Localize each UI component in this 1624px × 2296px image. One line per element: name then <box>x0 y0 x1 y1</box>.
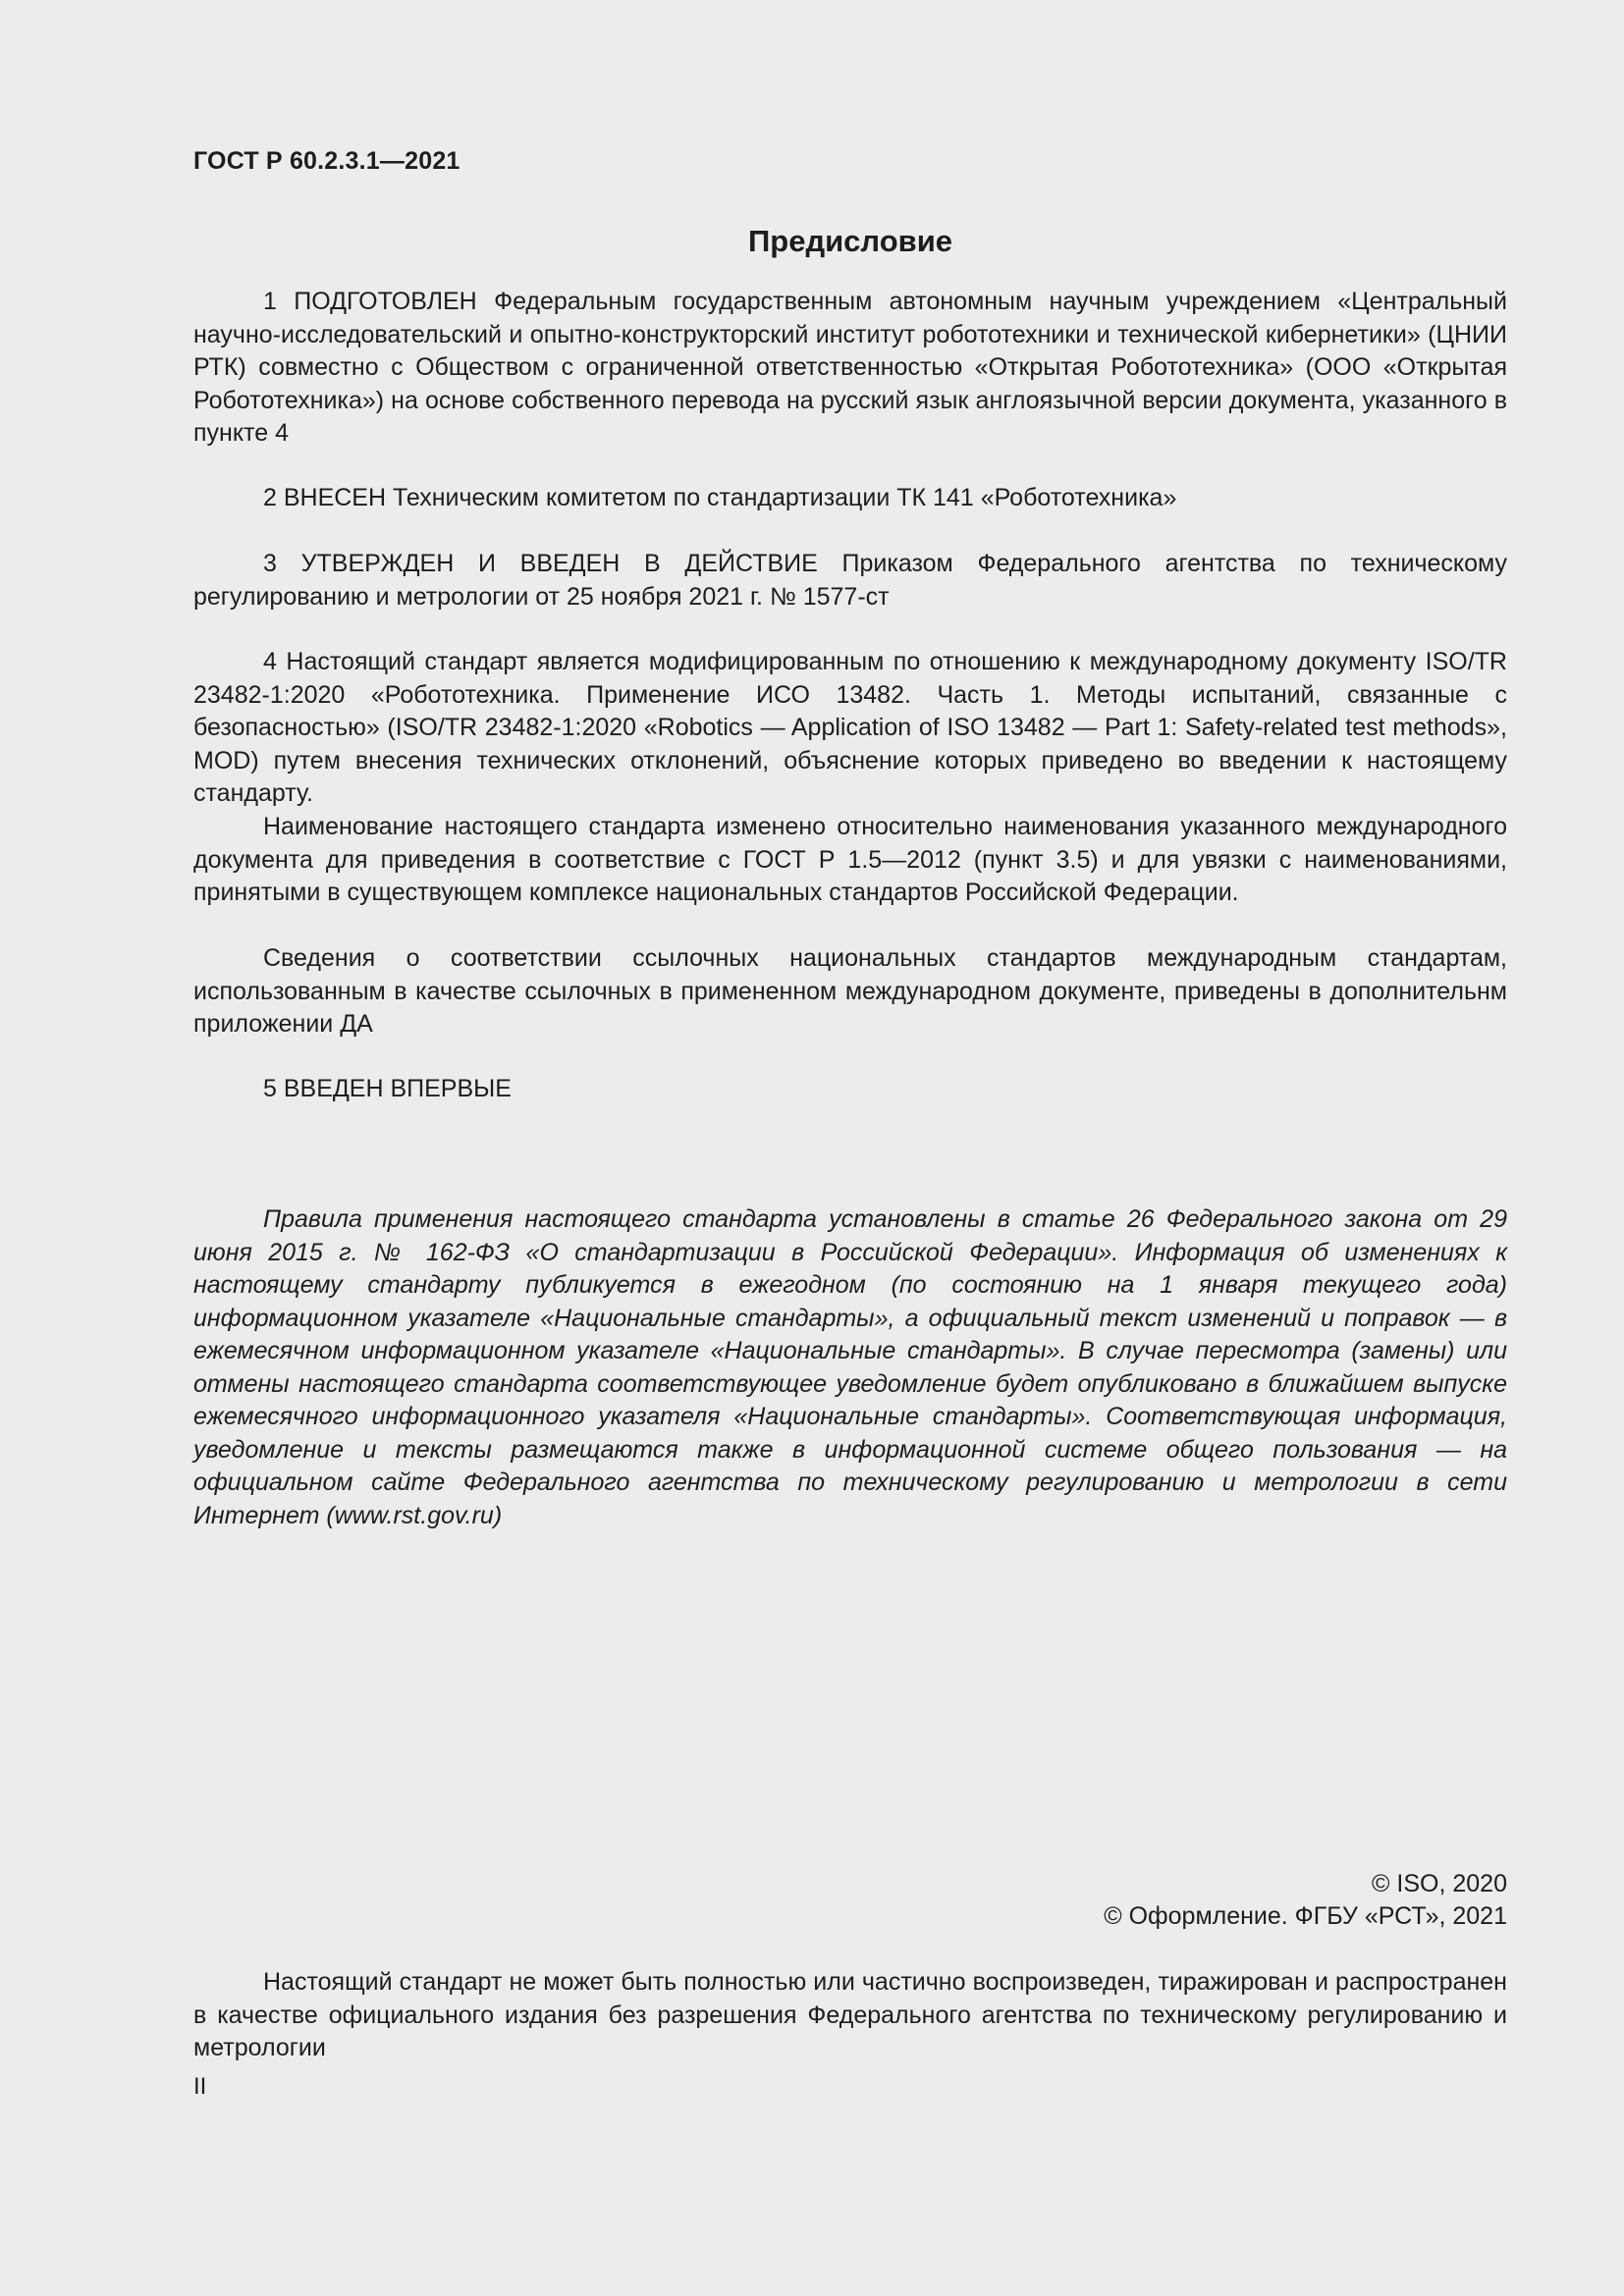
page-title: Предисловие <box>747 224 952 258</box>
standard-code-header: ГОСТ Р 60.2.3.1—2021 <box>193 147 460 175</box>
paragraph-prepared: 1 ПОДГОТОВЛЕН Федеральным государственным автономным научным учреждением «Центральный научно-исследовательский и опытно-конструкторский институт робототехники и технической кибернетики» (ЦНИИ РТК) совместно с Обществом с ограниченной ответственностью «Открытая Робототехника» (ООО «Открытая Робототехника») на основе собственного перевода на русский язык англоязычной версии документа, указанного в пункте 4 <box>193 288 1507 447</box>
paragraph-references-info: Сведения о соответствии ссылочных национальных стандартов международным стандартам, использованным в качестве ссылочных в примененном международном документе, приведены в дополнительнм приложении ДА <box>193 944 1507 1038</box>
paragraph-approved: 3 УТВЕРЖДЕН И ВВЕДЕН В ДЕЙСТВИЕ Приказом Федерального агентства по техническому регулированию и метрологии от 25 ноября 2021 г. № 1577-ст <box>193 550 1507 611</box>
page-number: II <box>193 2073 207 2100</box>
paragraph-modified-standard: 4 Настоящий стандарт является модифицированным по отношению к международному документу ISO/TR 23482-1:2020 «Робототехника. Применение ИСО 13482. Часть 1. Методы испытаний, связанные с безопасностью» (ISO/TR 23482-1:2020 «Robotics — Application of ISO 13482 — Part 1: Safety-related test methods», MOD) путем внесения технических отклонений, объяснение которых приведено во введении к настоящему стандарту. <box>193 648 1507 807</box>
copyright-iso: © ISO, 2020 <box>1372 1870 1507 1897</box>
paragraph-first-introduced: 5 ВВЕДЕН ВПЕРВЫЕ <box>263 1075 512 1102</box>
paragraph-introduced: 2 ВНЕСЕН Техническим комитетом по стандартизации ТК 141 «Робототехника» <box>263 484 1177 511</box>
reproduction-notice: Настоящий стандарт не может быть полностью или частично воспроизведен, тиражирован и распространен в качестве официального издания без разрешения Федерального агентства по техническому регулированию и метрологии <box>193 1968 1507 2061</box>
paragraph-application-rules: Правила применения настоящего стандарта установлены в статье 26 Федерального закона от 29 июня 2015 г. № 162-ФЗ «О стандартизации в Российской Федерации». Информация об изменениях к настоящему стандарту публикуется в ежегодном (по состоянию на 1 января текущего года) информационном указателе «Национальные стандарты», а официальный текст изменений и поправок — в ежемесячном информационном указателе «Национальные стандарты». В случае пересмотра (замены) или отмены настоящего стандарта соответствующее уведомление будет опубликовано в ближайшем выпуске ежемесячного информационного указателя «Национальные стандарты». Соответствующая информация, уведомление и тексты размещаются также в информационной системе общего пользования — на официальном сайте Федерального агентства по техническому регулированию и метрологии в сети Интернет (www.rst.gov.ru) <box>193 1205 1507 1529</box>
copyright-design: © Оформление. ФГБУ «РСТ», 2021 <box>1104 1902 1507 1930</box>
paragraph-name-change: Наименование настоящего стандарта изменено относительно наименования указанного международного документа для приведения в соответствие с ГОСТ Р 1.5—2012 (пункт 3.5) и для увязки с наименованиями, принятыми в существующем комплексе национальных стандартов Российской Федерации. <box>193 813 1507 906</box>
